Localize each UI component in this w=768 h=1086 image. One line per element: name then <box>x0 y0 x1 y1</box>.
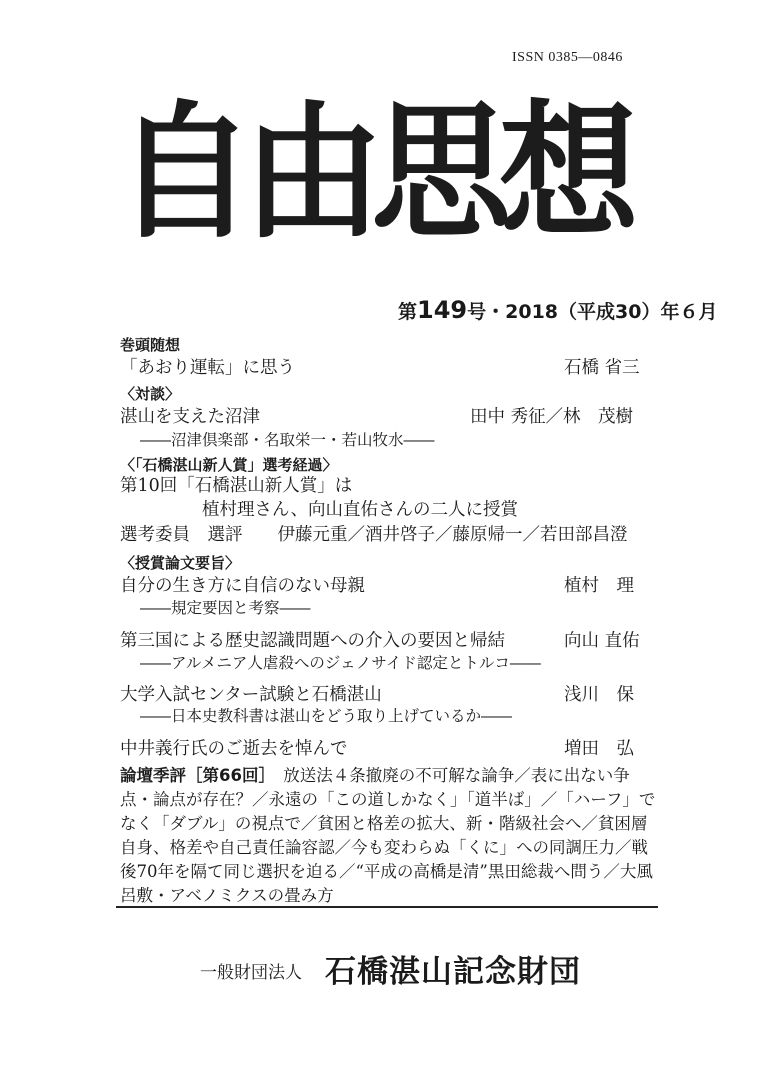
summary-subtitle-1: ――規定要因と考察―― <box>140 599 311 617</box>
prize-heading: 〈「石橋湛山新人賞」選考経過〉 <box>120 456 338 474</box>
summary-author-1: 植村 理 <box>564 576 634 596</box>
dialogue-heading: 〈対談〉 <box>120 385 181 403</box>
issn-number: ISSN 0385―0846 <box>512 50 623 65</box>
title-char-3: 思 <box>371 86 512 260</box>
essay-heading: 巻頭随想 <box>120 336 181 354</box>
publisher-name: 石橋湛山記念財団 <box>325 954 581 990</box>
summary-author-2: 向山 直佑 <box>564 631 640 651</box>
summary-title-3: 大学入試センター試験と石橋湛山 <box>120 685 382 705</box>
magazine-title <box>0 88 768 258</box>
summary-title-1: 自分の生き方に自信のない母親 <box>120 576 365 596</box>
title-char-2: 由 <box>243 86 384 260</box>
dialogue-subtitle: ――沼津倶楽部・名取栄一・若山牧水―― <box>140 431 435 449</box>
issue-info <box>398 296 717 324</box>
summary-author-3: 浅川 保 <box>564 685 634 705</box>
title-char-1: 自 <box>115 86 256 260</box>
summary-author-4: 増田 弘 <box>564 739 634 759</box>
summary-title-4: 中井義行氏のご逝去を悼んで <box>120 739 348 759</box>
issue-date: 号・2018（平成30）年６月 <box>467 301 718 323</box>
review-heading: 論壇季評［第66回］ <box>120 766 267 785</box>
issue-number: 149 <box>417 296 468 324</box>
divider-rule <box>116 906 658 908</box>
summary-title-2: 第三国による歴史認識問題への介入の要因と帰結 <box>120 631 505 651</box>
prize-line-1: 第10回「石橋湛山新人賞」は <box>120 476 353 496</box>
title-char-4: 想 <box>499 86 640 260</box>
review-text: 放送法４条撤廃の不可解な論争／表に出ない争点・論点が存在？／永遠の「この道しかなく」「道半ば」／「ハーフ」でなく「ダブル」の視点で／貧困と格差の拡大、新・階級社会へ／貧困層自身、格差や自己責任論容認／今も変わらぬ「くに」への同調圧力／戦後70年を隔て同じ選択を迫る／“平成の高橋是清”黒田総裁へ問う／大風呂敷・アベノミクスの畳み方 <box>120 766 656 905</box>
summary-subtitle-2: ――アルメニア人虐殺へのジェノサイド認定とトルコ―― <box>140 654 541 672</box>
issue-prefix: 第 <box>398 301 418 323</box>
prize-committee: 選考委員 選評 伊藤元重／酒井啓子／藤原帰一／若田部昌澄 <box>120 525 628 545</box>
essay-title: 「あおり運転」に思う <box>120 358 295 378</box>
summary-subtitle-3: ――日本史教科書は湛山をどう取り上げているか―― <box>140 707 513 725</box>
prize-line-2: 植村理さん、向山直佑さんの二人に授賞 <box>202 500 519 520</box>
publisher-prefix: 一般財団法人 <box>200 963 302 983</box>
summaries-heading: 〈授賞論文要旨〉 <box>120 554 241 572</box>
dialogue-title: 湛山を支えた沼津 <box>120 407 260 427</box>
essay-author: 石橋 省三 <box>564 358 640 378</box>
dialogue-authors: 田中 秀征／林 茂樹 <box>470 407 634 427</box>
review-block <box>120 764 660 908</box>
